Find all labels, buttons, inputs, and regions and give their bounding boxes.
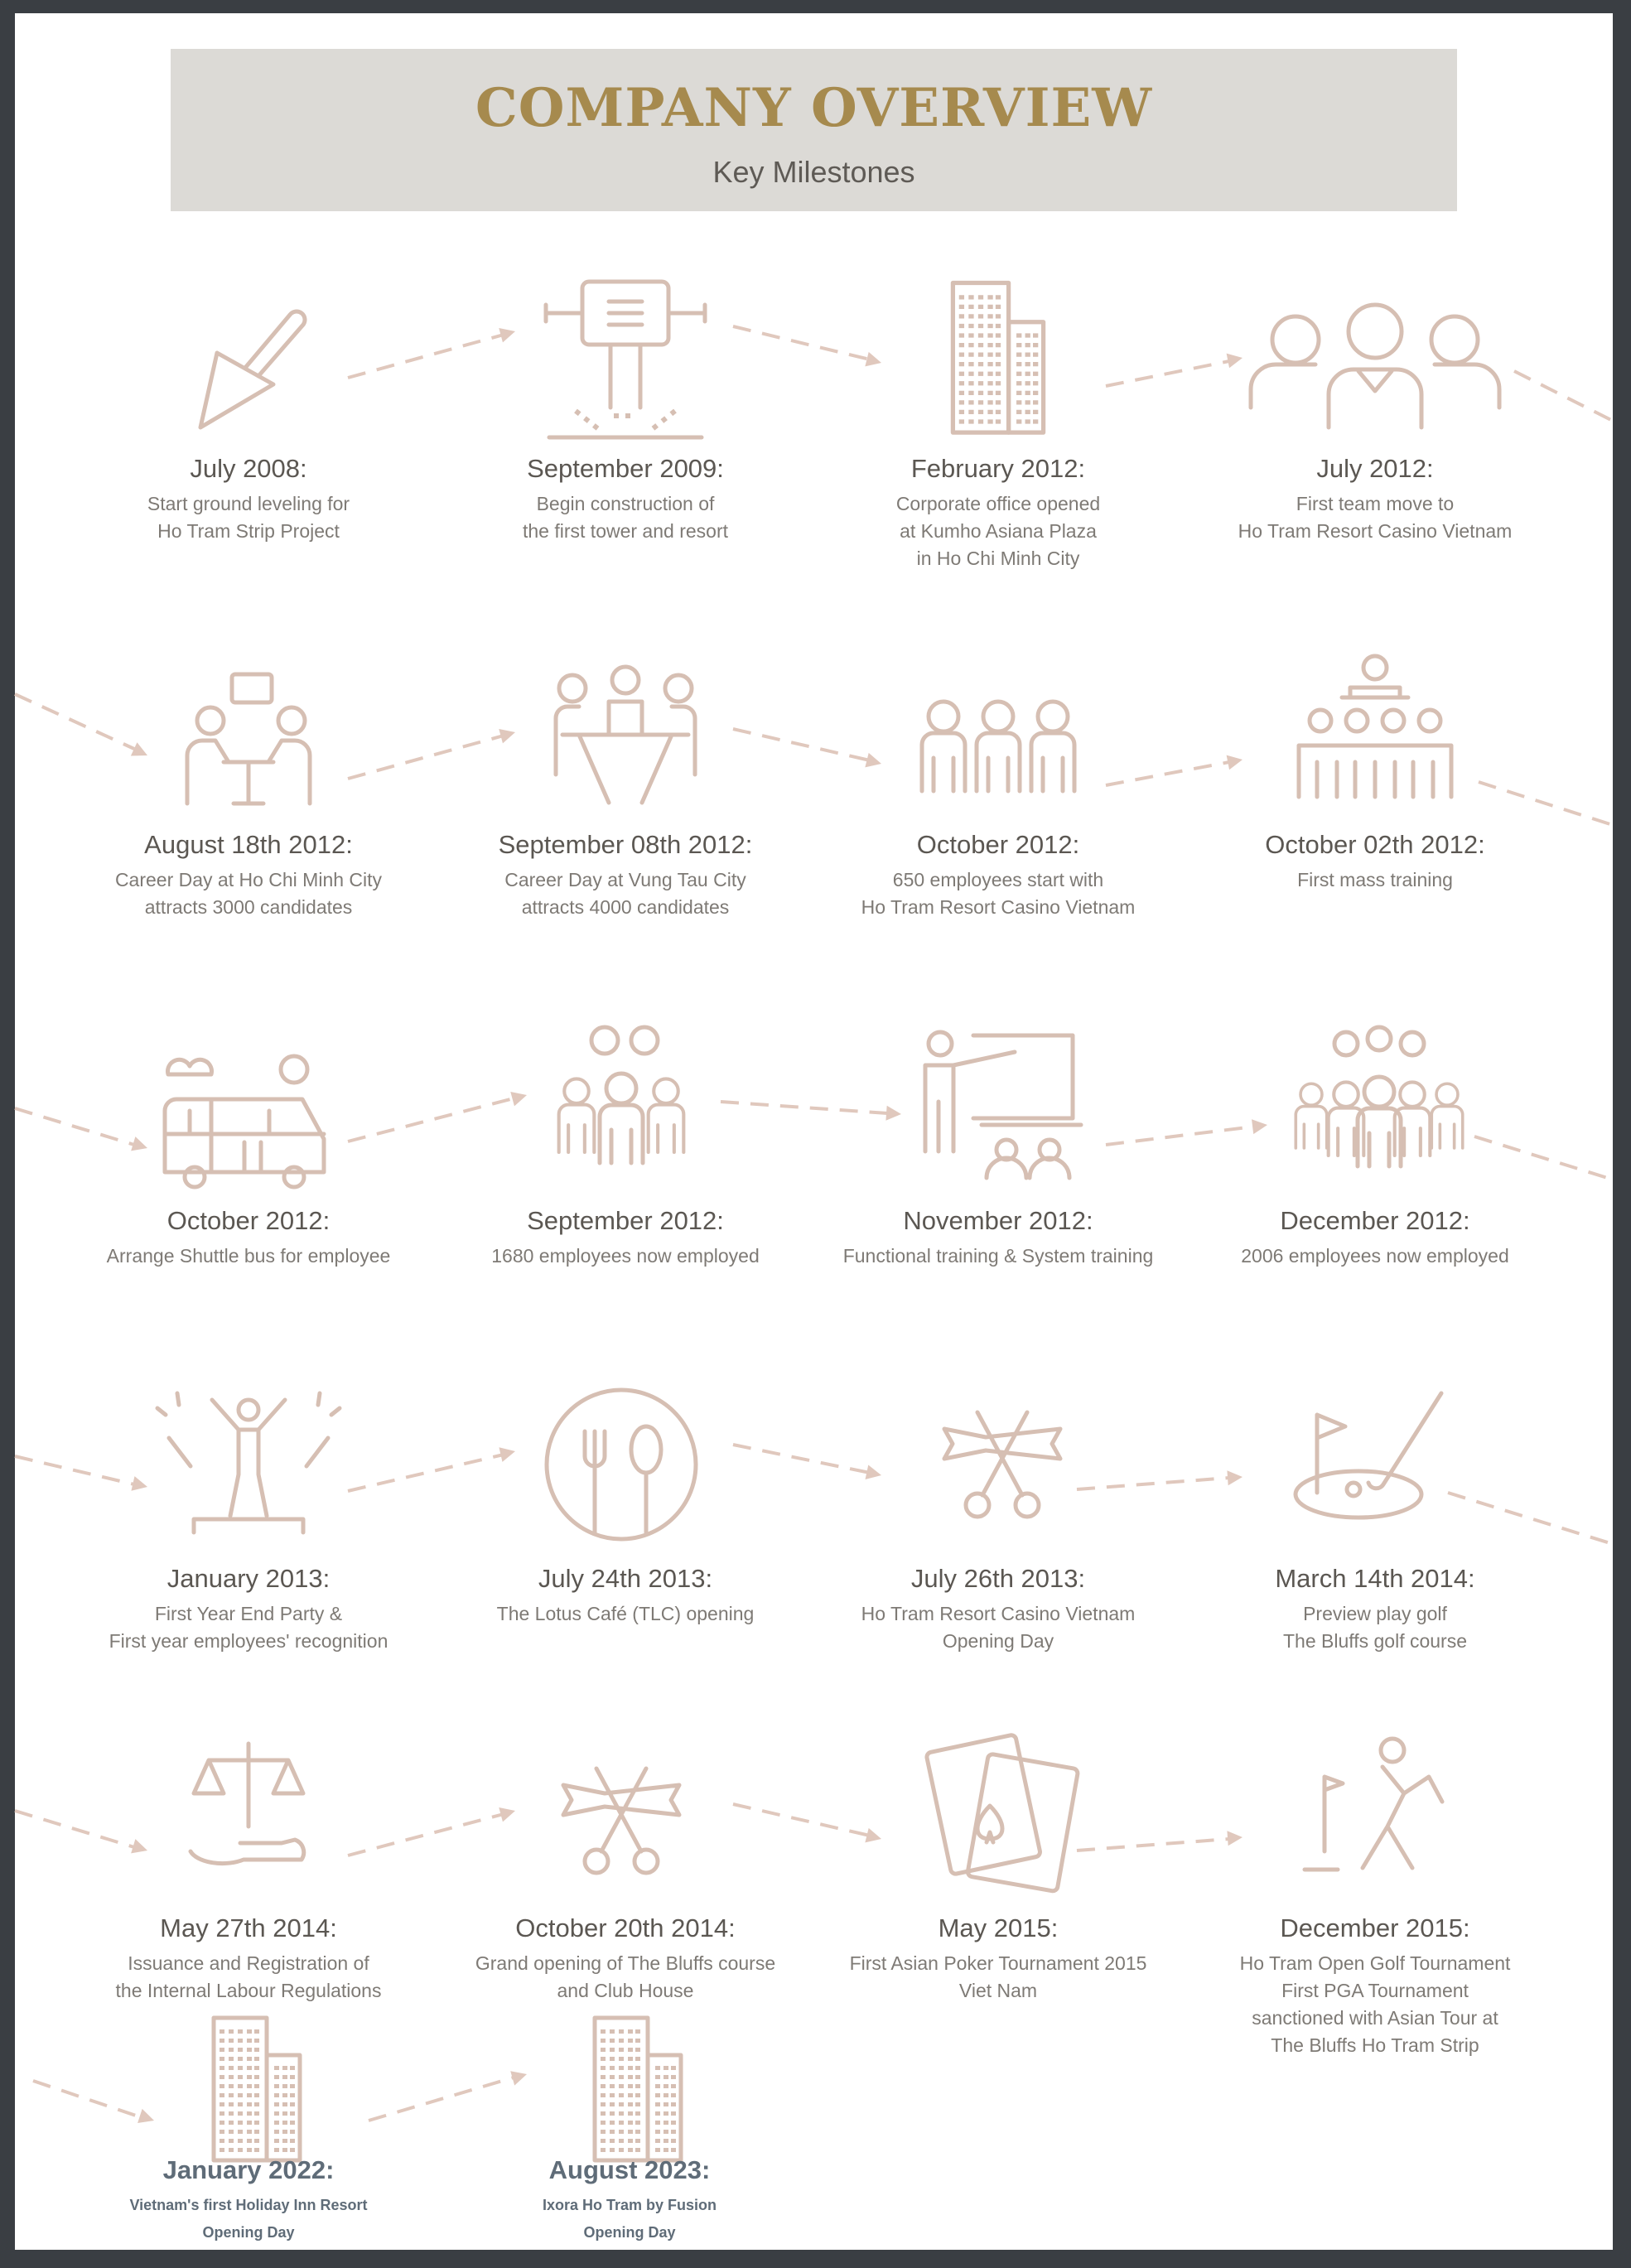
pile-driver-icon (546, 282, 705, 437)
milestone-date: October 20th 2014: (515, 1913, 736, 1942)
trowel-icon (200, 311, 305, 427)
office-building-icon (595, 2018, 681, 2160)
milestone-desc: Career Day at Ho Chi Minh City attracts 3000 candidates (114, 869, 383, 918)
playing-cards-icon (926, 1735, 1078, 1892)
page-title: COMPANY OVERVIEW (475, 77, 1153, 139)
milestone-date: October 2012: (166, 1206, 331, 1235)
milestone-item (447, 2155, 812, 2246)
employees-icon (922, 702, 1074, 791)
ribbon-cutting-icon (563, 1769, 679, 1873)
milestone-date: May 2015: (938, 1913, 1059, 1942)
milestone-desc: Ho Tram Resort Casino Vietnam Opening Day (861, 1603, 1136, 1652)
milestone-desc: Functional training & System training (842, 1245, 1154, 1267)
milestone-date: December 2012: (1280, 1206, 1470, 1235)
milestone-date: July 2008: (190, 454, 307, 483)
milestone-date: September 2009: (527, 454, 724, 483)
milestone-date: October 02th 2012: (1265, 830, 1485, 859)
milestone-item (66, 1913, 431, 2005)
milestone-item (443, 1206, 808, 1270)
milestone-desc: Arrange Shuttle bus for employee (106, 1245, 391, 1267)
office-building-icon (953, 283, 1043, 433)
meeting-table-icon (556, 667, 695, 803)
milestone-item (1193, 454, 1557, 545)
milestone-date: February 2012: (910, 454, 1086, 483)
milestone-desc: Start ground leveling for Ho Tram Strip Project (147, 493, 350, 542)
office-building-icon (214, 2018, 300, 2160)
golfer-icon (1305, 1739, 1442, 1870)
milestone-item (816, 1913, 1180, 2005)
mass-training-icon (1299, 656, 1451, 797)
milestone-desc: The Lotus Café (TLC) opening (496, 1603, 755, 1624)
milestone-item (66, 2155, 431, 2246)
milestone-date: October 2012: (916, 830, 1080, 859)
presentation-icon (925, 1032, 1081, 1178)
milestone-desc: First team move to Ho Tram Resort Casino Vietnam (1238, 493, 1513, 542)
milestone-desc: 1680 employees now employed (491, 1245, 760, 1267)
milestone-date: January 2013: (166, 1564, 331, 1593)
milestone-desc: First Year End Party & First year employees' recognition (109, 1603, 388, 1652)
dining-icon (547, 1390, 696, 1539)
milestone-desc: First mass training (1297, 869, 1453, 890)
milestone-desc: Preview play golf The Bluffs golf course (1282, 1603, 1468, 1652)
milestone-desc: Vietnam's first Holiday Inn Resort Opening Day (129, 2197, 368, 2241)
milestone-date: July 24th 2013: (538, 1564, 713, 1593)
milestone-desc: Ixora Ho Tram by Fusion Opening Day (542, 2197, 717, 2241)
team-icon (1251, 305, 1499, 427)
milestone-item (66, 830, 431, 921)
justice-scale-icon (191, 1744, 304, 1864)
page-subtitle: Key Milestones (712, 155, 915, 189)
milestone-date: March 14th 2014: (1275, 1564, 1475, 1593)
milestone-desc: Begin construction of the first tower and resort (523, 493, 728, 542)
milestone-item (816, 454, 1180, 572)
milestone-item (443, 1913, 808, 2005)
ribbon-cutting-icon (944, 1412, 1060, 1517)
milestone-item (443, 454, 808, 545)
milestone-date: September 08th 2012: (498, 830, 753, 859)
milestone-desc: Career Day at Vung Tau City attracts 4000 candidates (504, 869, 746, 918)
golf-hole-icon (1296, 1393, 1441, 1518)
milestone-item (1193, 1913, 1557, 2059)
milestone-desc: Corporate office opened at Kumho Asiana Plaza in Ho Chi Minh City (895, 493, 1101, 569)
milestone-date: August 18th 2012: (144, 830, 353, 859)
interview-icon (187, 674, 310, 803)
milestone-date: July 26th 2013: (910, 1564, 1086, 1593)
milestone-desc: 650 employees start with Ho Tram Resort Casino Vietnam (861, 869, 1136, 918)
milestone-desc: Issuance and Registration of the Internal Labour Regulations (115, 1952, 382, 2001)
milestone-date: May 27th 2014: (160, 1913, 337, 1942)
milestone-date: December 2015: (1280, 1913, 1470, 1942)
milestone-desc: Ho Tram Open Golf Tournament First PGA Tournament sanctioned with Asian Tour at The Bluffs Ho Tram Strip (1239, 1952, 1511, 2056)
milestone-item (443, 1564, 808, 1628)
milestone-item (443, 830, 808, 921)
milestone-desc: Grand opening of The Bluffs course and Club House (475, 1952, 776, 2001)
milestone-item (66, 1206, 431, 1270)
milestone-item (1193, 1564, 1557, 1655)
milestone-date: September 2012: (527, 1206, 724, 1235)
milestone-date: August 2023: (548, 2155, 711, 2184)
milestone-date: January 2022: (162, 2155, 335, 2184)
milestone-date: July 2012: (1316, 454, 1434, 483)
milestone-desc: 2006 employees now employed (1241, 1245, 1509, 1267)
milestone-item (816, 1564, 1180, 1655)
shuttle-bus-icon (165, 1056, 324, 1187)
milestone-item (66, 454, 431, 545)
celebration-icon (157, 1393, 340, 1532)
milestone-desc: First Asian Poker Tournament 2015 Viet Nam (849, 1952, 1147, 2001)
milestone-item (1193, 1206, 1557, 1270)
milestone-date: November 2012: (903, 1206, 1093, 1235)
milestone-item (816, 1206, 1180, 1270)
crowd-icon (559, 1027, 684, 1163)
milestone-item (1193, 830, 1557, 894)
large-crowd-icon (1296, 1027, 1462, 1166)
milestone-item (66, 1564, 431, 1655)
milestone-item (816, 830, 1180, 921)
